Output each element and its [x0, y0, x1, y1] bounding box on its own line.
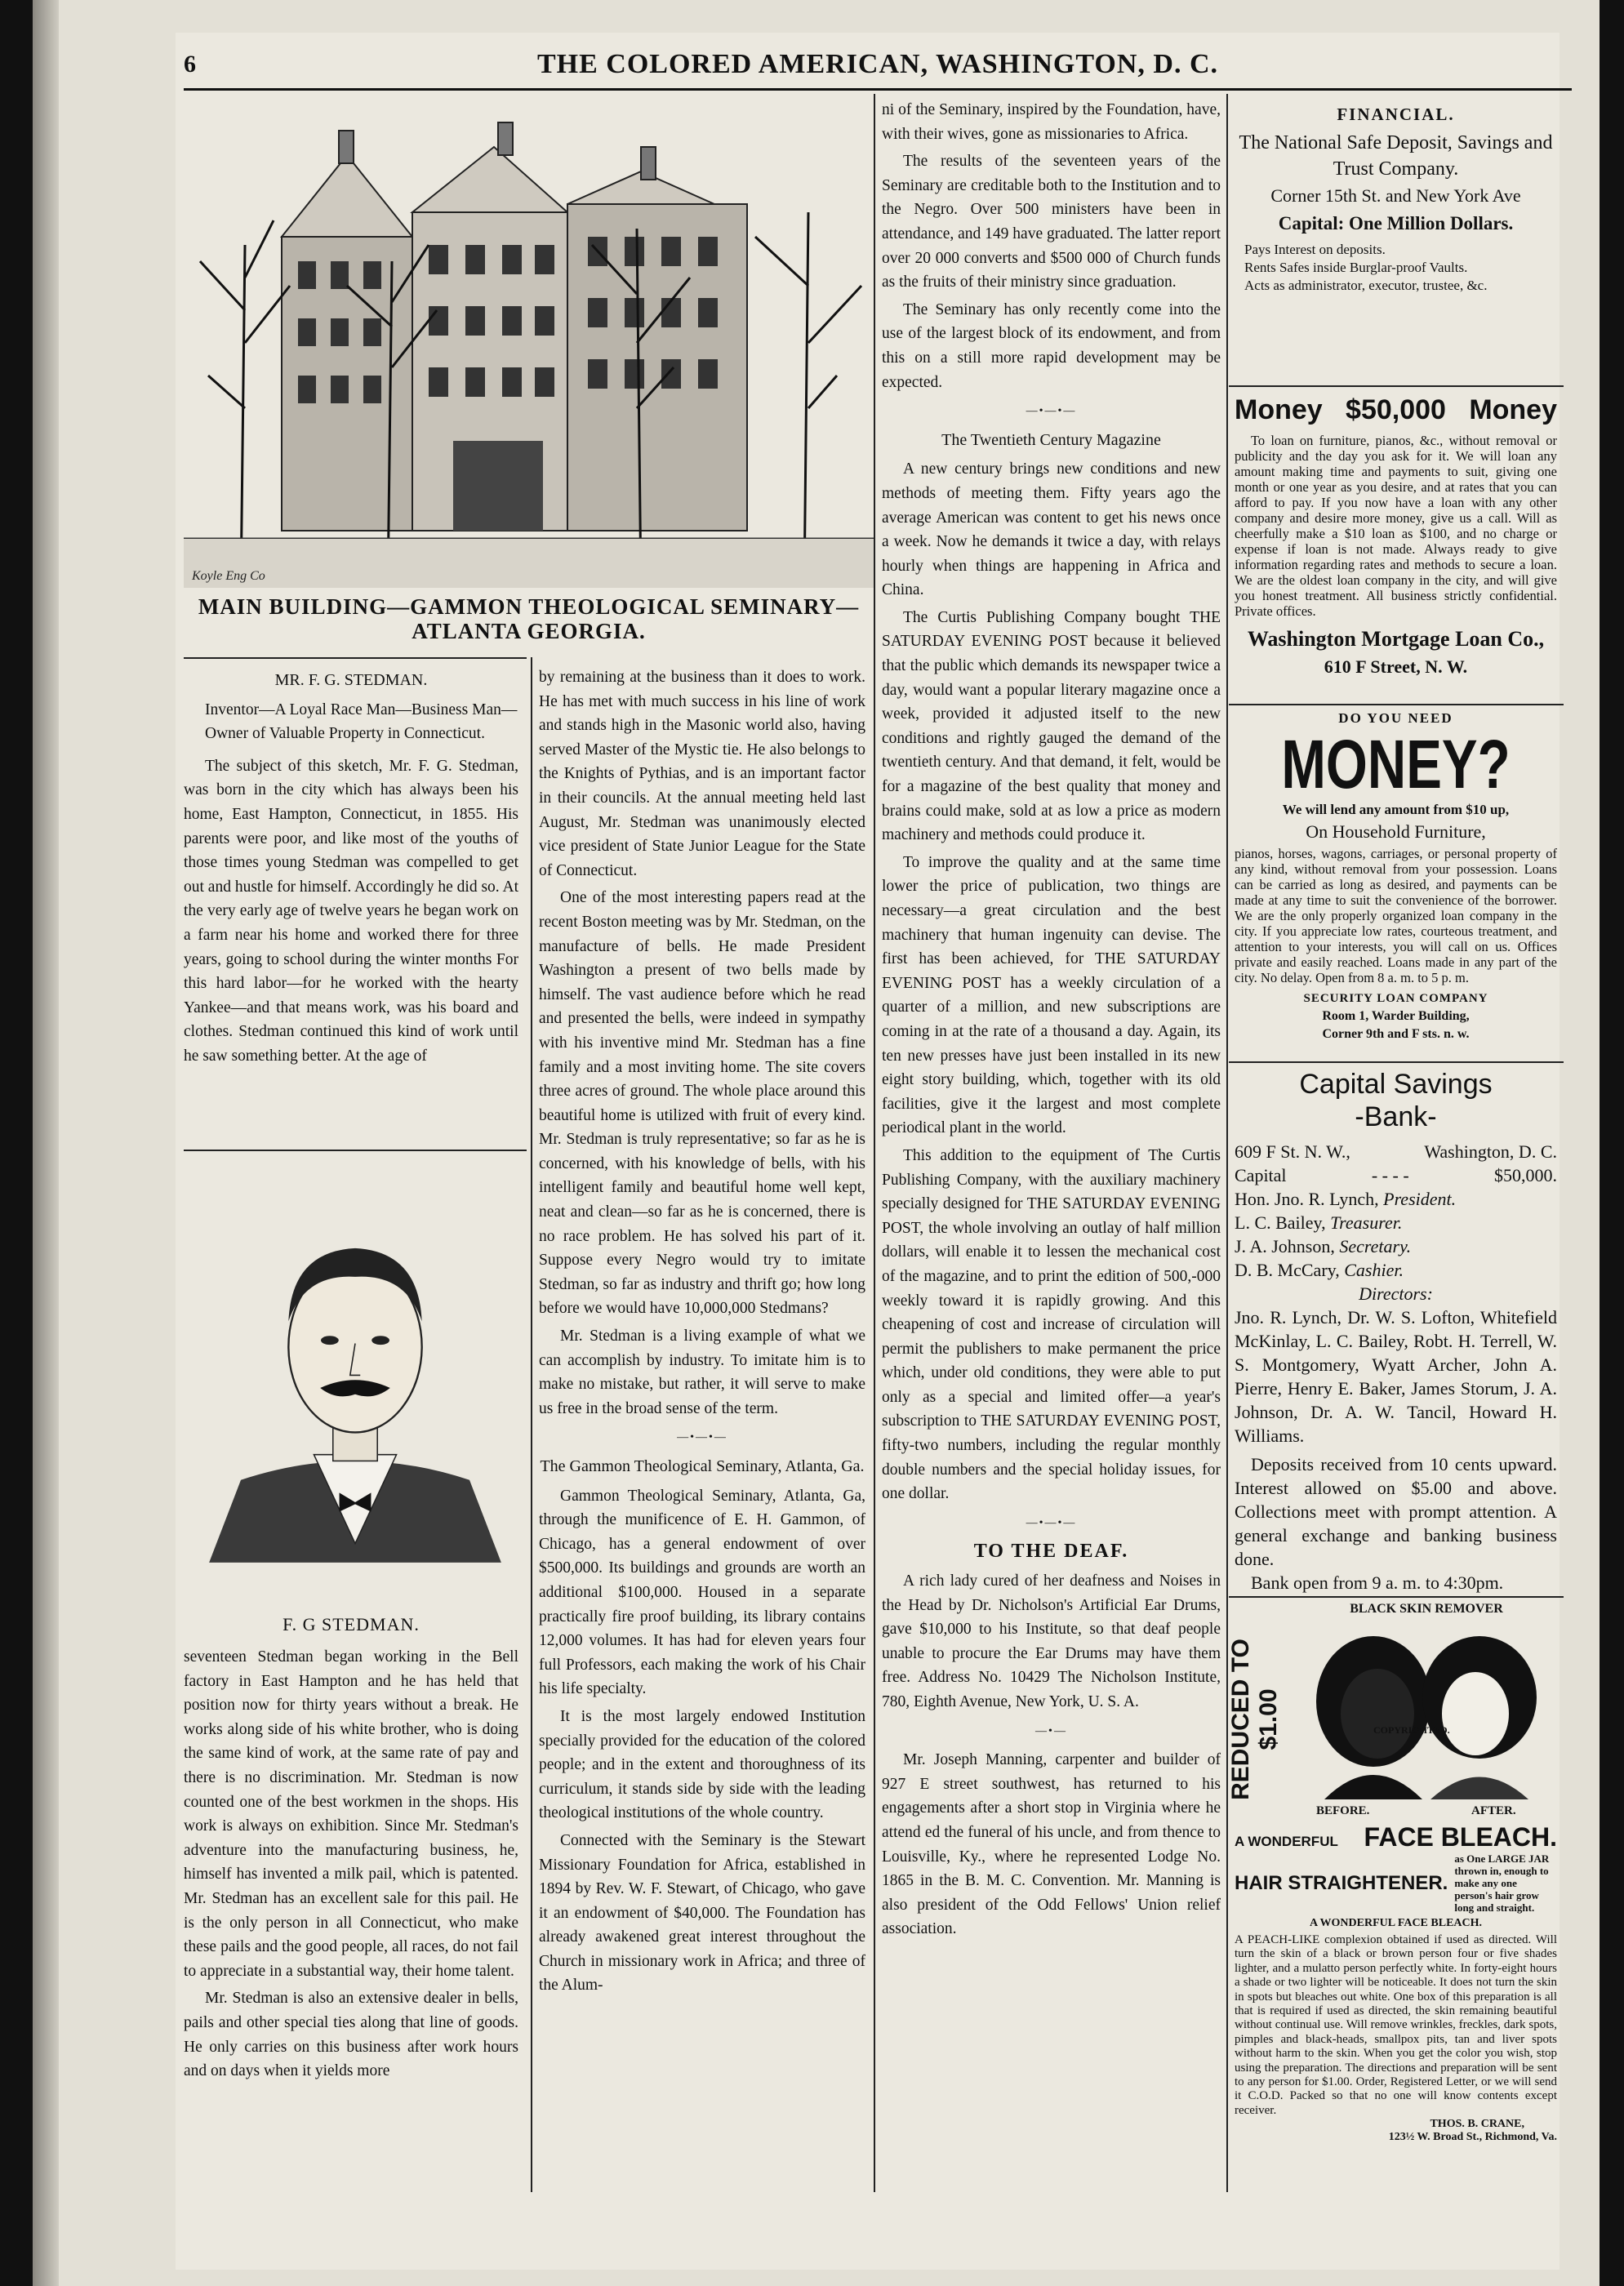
financial-line: Acts as administrator, executor, trustee, &c.	[1244, 278, 1488, 293]
capital-savings-sub: -Bank-	[1355, 1101, 1437, 1132]
before-label: BEFORE.	[1316, 1804, 1370, 1817]
mortgage-money-right: Money	[1469, 394, 1557, 425]
bank-officer	[1235, 1234, 1557, 1258]
officer-name: Hon. Jno. R. Lynch,	[1235, 1189, 1379, 1209]
ornament-rule: —•—•—	[677, 1431, 727, 1444]
column-1-bottom	[184, 1645, 518, 2087]
mortgage-amount: $50,000	[1346, 394, 1446, 425]
masthead	[184, 47, 1572, 91]
deaf-paragraph: A rich lady cured of her deafness and Noises in the Head by Dr. Nicholson's Artificial Ear Drums, gave $10,000 to his Institute, so that deaf people unable to procure the Ear Drums may have them free. Address No. 10429 The Nicholson Institute, 780, Eighth Avenue, New York, U. S. A.	[882, 1572, 1221, 1710]
mortgage-company: Washington Mortgage Loan Co.,	[1247, 627, 1545, 651]
stedman-heading: MR. F. G. STEDMAN.	[274, 671, 428, 689]
hair-note: as One LARGE JAR thrown in, enough to make any one person's hair grow long and straight.	[1454, 1852, 1550, 1914]
security-company: SECURITY LOAN COMPANY	[1303, 992, 1488, 1005]
column-rule	[531, 657, 532, 2192]
magazine-paragraph: To improve the quality and at the same time lower the price of publication, two things are necessary—a great circulation and the best machinery that human ingenuity can devise. The first has been achieved, for THE SATURDAY EVENING POST has a weekly circulation of a quarter of a million, and new subscriptions are coming in at the rate of a thousand a day. Again, its ten new presses have just been installed in its new eight story building, which, together with its old facilities, give it the largest and most complete periodical plant in the world.	[882, 853, 1221, 1137]
deaf-heading: TO THE DEAF.	[973, 1541, 1129, 1563]
ornament-rule: —•—	[1035, 1724, 1067, 1737]
bleach-banner: BLACK SKIN REMOVER	[1350, 1602, 1503, 1616]
gammon-heading: The Gammon Theological Seminary, Atlanta, Ga.	[540, 1457, 865, 1475]
magazine-paragraph: The Curtis Publishing Company bought THE SATURDAY EVENING POST because it believed that the public which demands its newspaper twice a day, would want a popular literary magazine once a week, provided it adjusted itself to the new conditions and rightly gauged the demand of the twentieth century. And that demand, it felt, would be for a magazine of the best quality that money and brains could make, sold at as low a price as modern machinery and methods could produce it.	[882, 608, 1221, 844]
security-sub: We will lend any amount from $10 up,	[1282, 802, 1510, 817]
gammon-paragraph: The results of the seventeen years of the Seminary are creditable both to the Institution and to the Negro. Over 500 ministers have been in attendance, and 149 have graduated. The latter report over 20 000 converts and $500 000 of Church funds as the fruits of their ministry since graduation.	[882, 153, 1221, 291]
security-question: DO YOU NEED	[1338, 710, 1453, 726]
security-body: pianos, horses, wagons, carriages, or personal property of any kind, without removal from your possession. Loans can be carried as long as desired, and payments can be made at any time to suit the convenience of the borrower. We are the only properly organized loan company in the city. If you appreciate low rates, courteous treatment, and attention to your interests, you will call on us. Offices private and easily reached. Loans made in any part of the city. No delay. Open from 8 a. m. to 5 p. m.	[1235, 846, 1557, 985]
ad-rule	[1229, 385, 1564, 387]
officer-title: President.	[1383, 1189, 1457, 1209]
engraver-signature: Koyle Eng Co	[192, 569, 265, 583]
bank-capital-value: $50,000.	[1493, 1165, 1557, 1185]
page-number: 6	[184, 51, 196, 78]
section-rule	[184, 657, 527, 659]
financial-line: Rents Safes inside Burglar-proof Vaults.	[1244, 260, 1468, 275]
ad-face-bleach	[1227, 1602, 1557, 2144]
ad-rule	[1229, 1596, 1564, 1598]
bank-capital-label: Capital	[1235, 1165, 1287, 1185]
financial-heading: FINANCIAL.	[1337, 105, 1455, 124]
magazine-paragraph: A new century brings new conditions and new methods of meeting them. Fifty years ago the average American was content to get his news once a week. Now he demands it twice a day, with relays hourly when things are happening in Africa and China.	[882, 460, 1221, 599]
ad-capital-savings	[1235, 1068, 1557, 1594]
ad-security-loan	[1235, 710, 1557, 1042]
magazine-heading: The Twentieth Century Magazine	[941, 430, 1161, 449]
mortgage-body: To loan on furniture, pianos, &c., without removal or publicity and the day you ask for it. We will loan any amount making time and payments to suit, giving one month or one year as you desire, and at rates that you can afford to pay. If you now have a loan with any other company and desire more money, give us a call. Will as cheerfully make a $10 loan as $100, and no charge or expense if loan is not made. Always ready to give information regarding rates and methods to secure a loan. We are the oldest loan company in the city, and will give you honest treatment. All business strictly confidential. Private offices.	[1235, 433, 1557, 619]
security-room: Room 1, Warder Building,	[1322, 1009, 1470, 1023]
financial-line: Pays Interest on deposits.	[1244, 242, 1386, 257]
bleach-signer: THOS. B. CRANE,	[1430, 2118, 1524, 2131]
officer-title: Treasurer.	[1330, 1212, 1403, 1233]
manning-paragraph: Mr. Joseph Manning, carpenter and builder of 927 E street southwest, has returned to his engagements after a short stop in Virginia where he attend ed the funeral of his uncle, and from thence to Louisville, Ky., where he represented Lodge No. 1865 in the B. M. C. Convention. Mr. Manning is also president of the Odd Fellows' Union relief association.	[882, 1751, 1221, 1938]
bank-address: 609 F St. N. W.,	[1235, 1141, 1350, 1162]
officer-title: Cashier.	[1344, 1260, 1404, 1280]
stedman-paragraph: Mr. Stedman is a living example of what we can accomplish by industry. To imitate him is to make no mistake, but rather, it will serve to make us free in the broad sense of the term.	[539, 1328, 865, 1417]
bank-city: Washington, D. C.	[1424, 1141, 1557, 1162]
security-sub2: On Household Furniture,	[1306, 821, 1486, 842]
bleach-body: A PEACH-LIKE complexion obtained if used as directed. Will turn the skin of a black or brown person four or five shades lighter, and a mulatto person perfectly white. In forty-eight hours a shade or two lighter will be noticeable. It does not turn the skin in spots but bleaches out white. One box of this preparation is all that is required if used as directed, the skin remaining beautiful without continual use. Will remove wrinkles, freckles, dark spots, pimples and black-heads, smallpox pits, tan and liver spots without harm to the skin. When you get the color you wish, stop using the preparation. The directions and preparation will be sent to any person for $1.00. Order, Registered Letter, or we will send it C.O.D. Packed so that no one will know contents except receiver.	[1235, 1933, 1557, 2117]
ad-rule	[1229, 704, 1564, 705]
bank-hours: Bank open from 9 a. m. to 4:30pm.	[1251, 1572, 1504, 1593]
seminary-caption: MAIN BUILDING—GAMMON THEOLOGICAL SEMINARY— ATLANTA GEORGIA.	[198, 594, 860, 643]
bleach-sub: A WONDERFUL FACE BLEACH.	[1309, 1917, 1483, 1929]
directors-list: Jno. R. Lynch, Dr. W. S. Lofton, Whitefield McKinlay, L. C. Bailey, Robt. H. Terrell, W. S. Montgomery, Wyatt Archer, John A. Pierre, Henry E. Baker, James Storum, J. A. Johnson, Dr. A. W. Tancil, Howard H. Williams.	[1235, 1307, 1557, 1446]
magazine-paragraph: This addition to the equipment of The Curtis Publishing Company, with the auxiliary machinery specially designed for THE SATURDAY EVENING POST, the whole involving an outlay of half million dollars, will enable it to lessen the mechanical cost of the magazine, and to print the edition of 500,-000 weekly toward it is rapidly growing. And this cheapening of cost and increase of circulation will permit the publishers to make permanent the price which, under old conditions, they were able to put only as a special and limited offer—a year's subscription to THE SATURDAY EVENING POST, fifty-two numbers, including the regular monthly double numbers and the special holiday issues, for one dollar.	[882, 1146, 1221, 1503]
seminary-building-drawing	[184, 98, 874, 588]
book-spine	[33, 0, 59, 2286]
stedman-paragraph: One of the most interesting papers read at the recent Boston meeting was by Mr. Stedman, on the manufacture of bells. He made President Washington a present of two bells made by himself. The vast audience before which he read and presented the bells, were indeed in sympathy with his inventive mind Mr. Stedman has a fine family and a most inviting home. The site covers three acres of ground. The whole place around this beautiful home is utilized with fruit of every kind. Mr. Stedman is truly representative; so far as he is concerned, with his knowledge of bells, with his intelligent family and beautiful home well kept, neat and clean—so far as he is concerned, there is no race problem. He has solved his part of it. Suppose every Negro would try to imitate Stedman, so far as industry and thrift go; how long before we would have 10,000,000 Stedmans?	[539, 889, 865, 1318]
bank-officer	[1235, 1187, 1557, 1211]
mortgage-address: 610 F Street, N. W.	[1324, 656, 1468, 677]
seminary-illustration	[184, 98, 874, 588]
stedman-paragraph: Mr. Stedman is also an extensive dealer in bells, pails and other special ties along that line of goods. He only carries on this business after work hours and on days when it yields more	[184, 1990, 518, 2080]
financial-bank-name: The National Safe Deposit, Savings and Trust Company.	[1239, 132, 1553, 180]
bleach-price-vertical: REDUCED TO $1.00	[1227, 1639, 1282, 1800]
bank-capital-dots: - - - -	[1371, 1165, 1409, 1185]
newspaper-title: THE COLORED AMERICAN, WASHINGTON, D. C.	[536, 49, 1219, 79]
officer-name: L. C. Bailey,	[1235, 1212, 1326, 1233]
before-after-faces	[1300, 1620, 1553, 1799]
financial-capital: Capital: One Million Dollars.	[1278, 213, 1514, 233]
bleach-face-bleach: FACE BLEACH.	[1364, 1822, 1557, 1852]
bank-officer	[1235, 1258, 1557, 1282]
officer-name: J. A. Johnson,	[1235, 1236, 1335, 1256]
gammon-paragraph: The Seminary has only recently come into the use of the largest block of its endowment, and from this on a still more rapid development may be expected.	[882, 300, 1221, 391]
stedman-portrait-caption: F. G STEDMAN.	[283, 1614, 420, 1634]
column-rule	[1226, 94, 1228, 2192]
bleach-copyright: COPYRIGHTED.	[1373, 1724, 1450, 1736]
column-three	[882, 98, 1221, 1945]
hair-straightener: HAIR STRAIGHTENER.	[1235, 1871, 1448, 1894]
ornament-rule: —•—•—	[1026, 405, 1077, 418]
stedman-paragraph: The subject of this sketch, Mr. F. G. Stedman, was born in the city which has always been his home, East Hampton, Connecticut, in 1855. His parents were poor, and like most of the youths of those times young Stedman was compelled to get out and hustle for himself. Accordingly he did so. At the very early age of twelve years he began work on a farm near his home and worked there for three years, going to school during the winter months For this hard labor—for he worked with the hearty Yankee—and that means work, was his board and clothes. Stedman continued this kind of work until he saw something better. At the age of	[184, 757, 518, 1065]
mortgage-money-left: Money	[1235, 394, 1323, 425]
security-money-headline: MONEY?	[1281, 726, 1511, 803]
ad-financial	[1235, 105, 1557, 295]
ornament-rule: —•—•—	[1026, 1516, 1077, 1529]
stedman-portrait-drawing	[184, 1163, 527, 1612]
bank-officer	[1235, 1211, 1557, 1234]
directors-label: Directors:	[1359, 1283, 1433, 1304]
stedman-deck: Inventor—A Loyal Race Man—Business Man—Owner of Valuable Property in Connecticut.	[205, 700, 518, 743]
after-label: AFTER.	[1471, 1804, 1516, 1817]
bleach-wonderful: A WONDERFUL	[1235, 1834, 1338, 1849]
capital-savings-title: Capital Savings	[1299, 1069, 1493, 1100]
column-two-content	[539, 665, 865, 2001]
stedman-paragraph: seventeen Stedman began working in the Bell factory in East Hampton and he has held that position now for thirty years without a break. He works along side of his white brother, who is doing the same kind of work, at the same rate of pay and there is no discrimination. Mr. Stedman is now counted one of the best workmen in the shops. His work is always on exhibition. Since Mr. Stedman's adventure into the manufacturing business, he, himself has invented a milk pail, which is patented. Mr. Stedman has an excellent sale for this pail. He is the only person in all Connecticut, who make these pails and the good people, all races, do not fail to appreciate in a substantial way, their home talent.	[184, 1648, 518, 1980]
newspaper-page	[176, 33, 1559, 2270]
gammon-paragraph: Gammon Theological Seminary, Atlanta, Ga, through the munificence of E. H. Gammon, of Chicago, has a general endowment of over $500,000. Its buildings and grounds are worth an additional $100,000. Housed in a separate practically fire proof building, its library contains 12,000 volumes. It has had for eleven years four full Professors, each making the work of his Chair his life specialty.	[539, 1487, 865, 1698]
bleach-signer-address: 123½ W. Broad St., Richmond, Va.	[1388, 2131, 1557, 2144]
gammon-paragraph: ni of the Seminary, inspired by the Foundation, have, with their wives, gone as missionaries to Africa.	[882, 101, 1221, 143]
gammon-paragraph: Connected with the Seminary is the Stewart Missionary Foundation for Africa, established in 1894 by Rev. W. F. Stewart, of Chicago, who gave it an endowment of $40,000. The Foundation has already awakened great interest throughout the Church in missionary work in Africa; and three of the Alum-	[539, 1831, 865, 1995]
officer-title: Secretary.	[1339, 1236, 1412, 1256]
column-rule	[874, 94, 875, 2192]
security-corner: Corner 9th and F sts. n. w.	[1322, 1027, 1470, 1041]
column-1-top	[184, 665, 518, 1072]
stedman-paragraph: by remaining at the business than it does to work. He has met with much success in his line of work and stands high in the Masonic world also, having served Master of the Mystic tie. He also belongs to the Knights of Pythias, and is an important factor in their councils. At the annual meeting held last August, Mr. Stedman was unanimously elected vice president of State Junior League for the State of Connecticut.	[539, 669, 865, 879]
ad-mortgage	[1235, 392, 1557, 678]
officer-name: D. B. McCary,	[1235, 1260, 1340, 1280]
stedman-portrait	[184, 1163, 527, 1612]
section-rule	[184, 1150, 527, 1151]
gammon-paragraph: It is the most largely endowed Institution specially provided for the education of the colored people; and in the extent and thoroughness of its curriculum, it stands side by side with the leading theological institutions of the whole country.	[539, 1707, 865, 1822]
bank-deposits: Deposits received from 10 cents upward. Interest allowed on $5.00 and above. Collections meet with prompt attention. A general exchange and banking business done.	[1235, 1454, 1557, 1569]
financial-address: Corner 15th St. and New York Ave	[1270, 185, 1521, 206]
ad-rule	[1229, 1061, 1564, 1063]
